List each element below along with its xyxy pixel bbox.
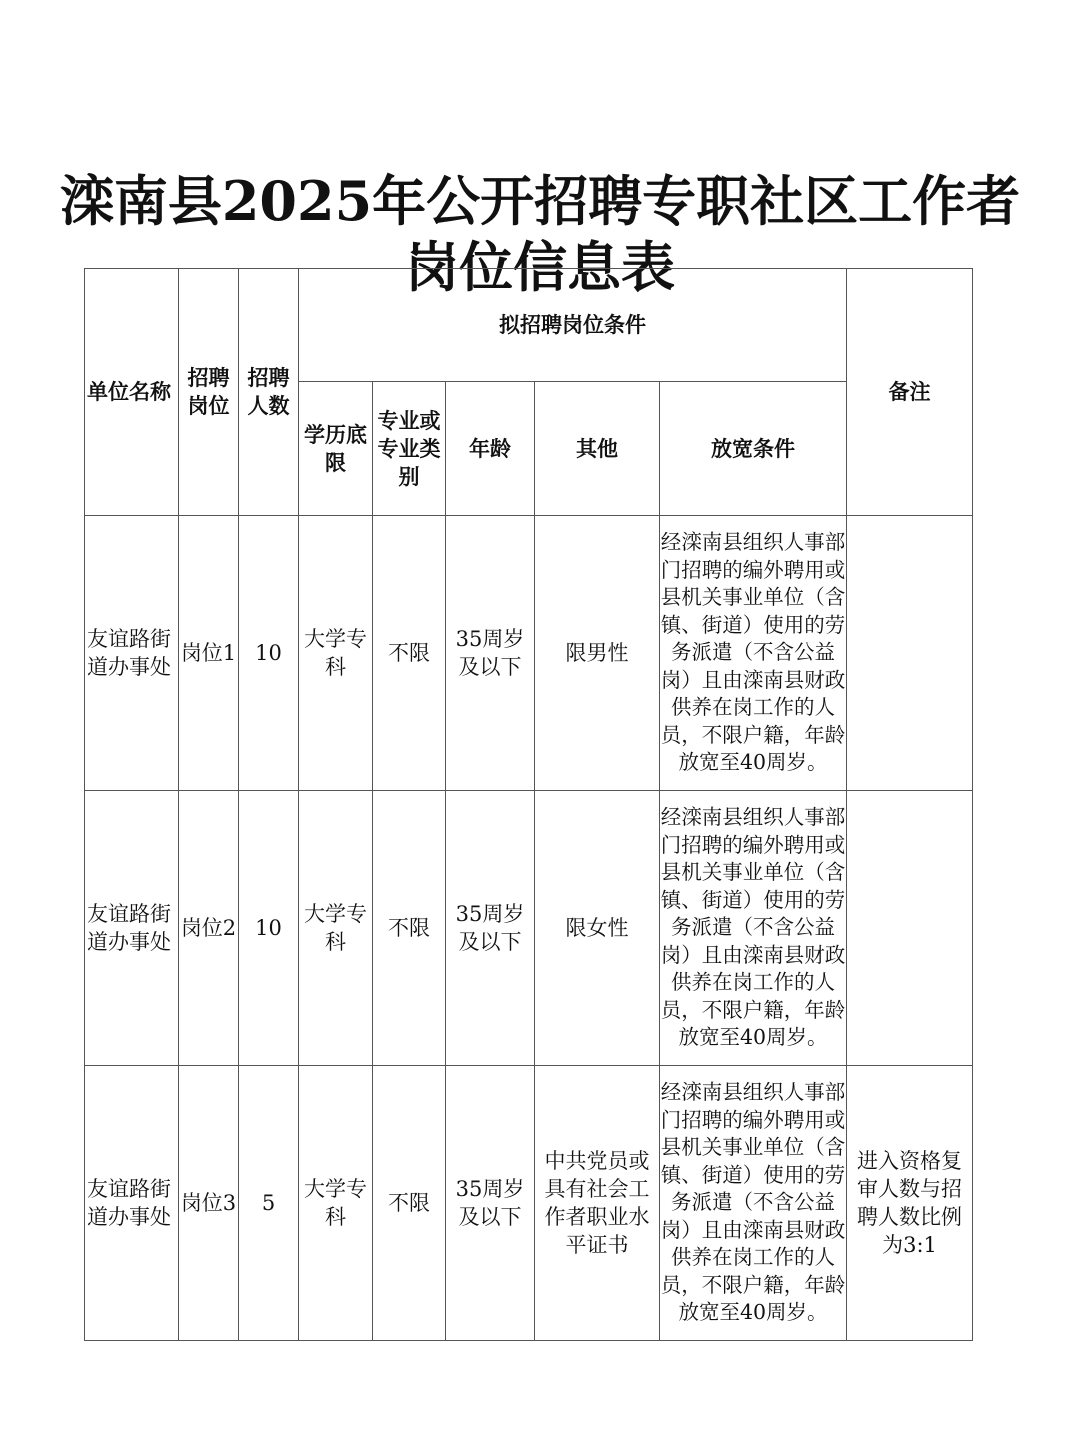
- page-title-line2: 岗位信息表: [405, 235, 675, 300]
- header-position: 招聘岗位: [179, 269, 239, 516]
- cell-age: 35周岁及以下: [446, 516, 535, 791]
- cell-loosen: 经滦南县组织人事部门招聘的编外聘用或县机关事业单位（含镇、街道）使用的劳务派遣（不含公益岗）且由滦南县财政供养在岗工作的人员，不限户籍，年龄放宽至40周岁。: [660, 1066, 847, 1341]
- cell-count: 10: [239, 791, 299, 1066]
- page-title-line1: 滦南县2025年公开招聘专职社区工作者: [59, 169, 1021, 234]
- cell-education: 大学专科: [299, 791, 373, 1066]
- cell-education: 大学专科: [299, 1066, 373, 1341]
- cell-position: 岗位3: [179, 1066, 239, 1341]
- cell-loosen: 经滦南县组织人事部门招聘的编外聘用或县机关事业单位（含镇、街道）使用的劳务派遣（不含公益岗）且由滦南县财政供养在岗工作的人员，不限户籍，年龄放宽至40周岁。: [660, 791, 847, 1066]
- header-remark: 备注: [847, 269, 973, 516]
- header-other: 其他: [535, 382, 660, 516]
- cell-age: 35周岁及以下: [446, 791, 535, 1066]
- cell-age: 35周岁及以下: [446, 1066, 535, 1341]
- cell-loosen: 经滦南县组织人事部门招聘的编外聘用或县机关事业单位（含镇、街道）使用的劳务派遣（不含公益岗）且由滦南县财政供养在岗工作的人员，不限户籍，年龄放宽至40周岁。: [660, 516, 847, 791]
- cell-remark: [847, 516, 973, 791]
- cell-remark: [847, 791, 973, 1066]
- cell-major: 不限: [373, 516, 446, 791]
- cell-remark: 进入资格复审人数与招聘人数比例为3:1: [847, 1066, 973, 1341]
- cell-other: 中共党员或具有社会工作者职业水平证书: [535, 1066, 660, 1341]
- cell-education: 大学专科: [299, 516, 373, 791]
- header-conditions: 拟招聘岗位条件: [299, 269, 847, 382]
- cell-position: 岗位1: [179, 516, 239, 791]
- header-age: 年龄: [446, 382, 535, 516]
- table-row: [85, 1066, 973, 1341]
- table-row: [85, 516, 973, 791]
- cell-major: 不限: [373, 1066, 446, 1341]
- cell-other: 限男性: [535, 516, 660, 791]
- cell-major: 不限: [373, 791, 446, 1066]
- cell-count: 10: [239, 516, 299, 791]
- table-row: [85, 791, 973, 1066]
- cell-unit: 友谊路街道办事处: [85, 1066, 179, 1341]
- job-info-table: [84, 268, 973, 1341]
- header-count: 招聘人数: [239, 269, 299, 516]
- header-education: 学历底限: [299, 382, 373, 516]
- cell-unit: 友谊路街道办事处: [85, 516, 179, 791]
- cell-other: 限女性: [535, 791, 660, 1066]
- header-major: 专业或专业类别: [373, 382, 446, 516]
- header-loosen: 放宽条件: [660, 382, 847, 516]
- header-unit: 单位名称: [85, 269, 179, 516]
- cell-unit: 友谊路街道办事处: [85, 791, 179, 1066]
- header-row-1: [85, 269, 973, 382]
- cell-position: 岗位2: [179, 791, 239, 1066]
- cell-count: 5: [239, 1066, 299, 1341]
